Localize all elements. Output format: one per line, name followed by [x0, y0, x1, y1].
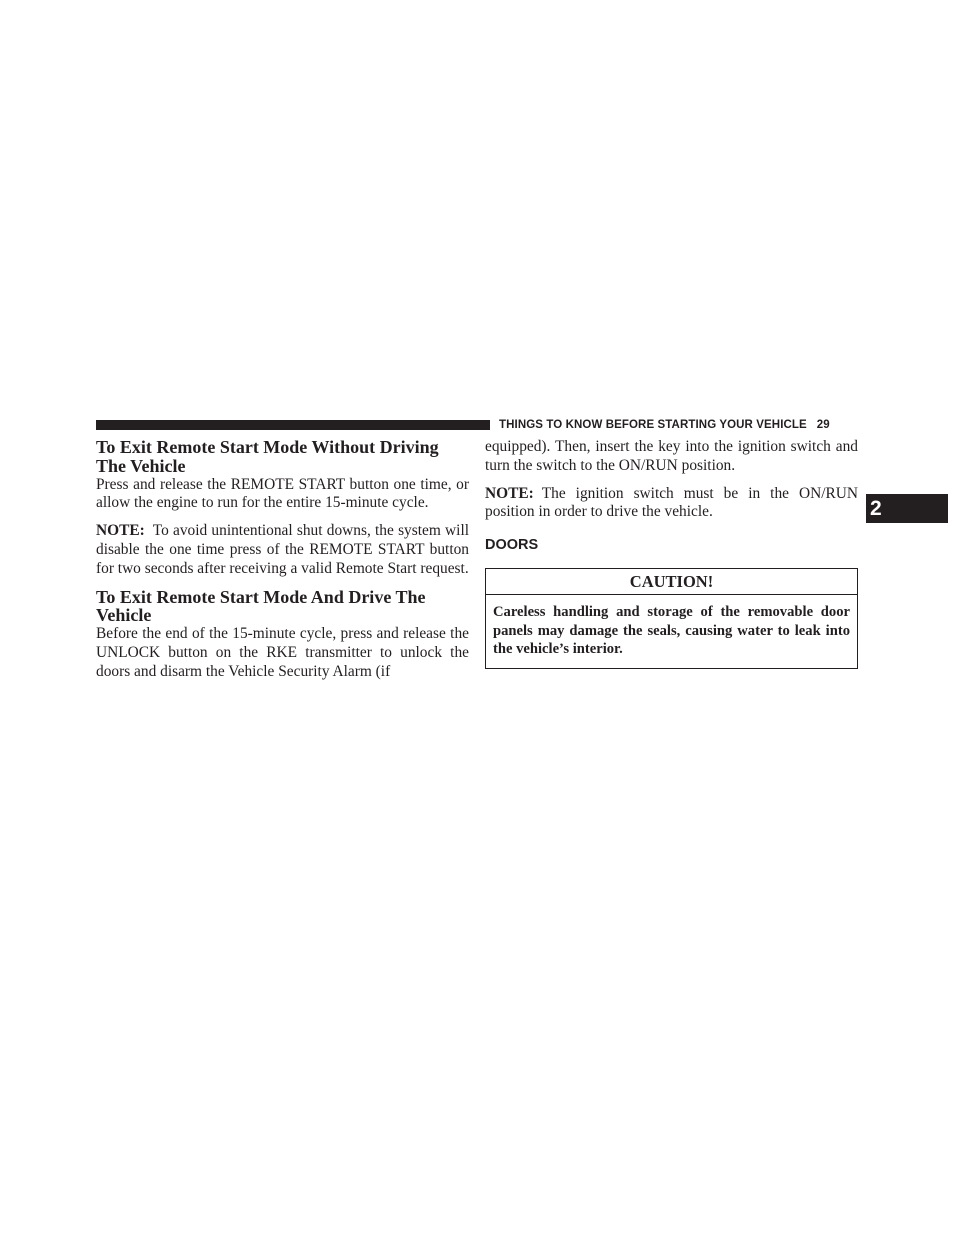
page-number: 29 [816, 419, 830, 431]
caution-title: CAUTION! [486, 569, 857, 595]
note-label: NOTE: [96, 522, 145, 540]
running-header [499, 417, 859, 433]
left-column [96, 438, 469, 682]
section-heading-doors: DOORS [485, 537, 539, 554]
note-text: To avoid unintentional shut downs, the system will disable the one time press of the REMOTE START button for two seconds after receiving a valid Remote Start request. [96, 522, 469, 577]
header-rule-bar [96, 420, 490, 430]
paragraph-continued: equipped). Then, insert the key into the ignition switch and turn the switch to the ON/RUN position. [485, 438, 858, 474]
subheading-exit-without-driving: To Exit Remote Start Mode Without Driving The Vehicle [96, 437, 439, 476]
note-label: NOTE: [485, 484, 534, 502]
chapter-tab: 2 [866, 494, 948, 523]
subheading-exit-and-drive: To Exit Remote Start Mode And Drive The Vehicle [96, 586, 426, 626]
caution-text: Careless handling and storage of the removable door panels may damage the seals, causing water to leak into the vehicle’s interior. [493, 604, 850, 658]
note-ignition-switch [485, 485, 858, 523]
right-column [485, 438, 858, 669]
caution-box [485, 568, 858, 669]
note-text: The ignition switch must be in the ON/RUN position in order to drive the vehicle. [485, 484, 858, 521]
note-unintentional-shutdowns [96, 522, 469, 578]
header-title: THINGS TO KNOW BEFORE STARTING YOUR VEHICLE [499, 419, 807, 431]
paragraph-exit-without-driving: Press and release the REMOTE START button one time, or allow the engine to run for the entire 15-minute cycle. [96, 475, 469, 512]
paragraph-exit-and-drive: Before the end of the 15-minute cycle, press and release the UNLOCK button on the RKE transmitter to unlock the doors and disarm the Vehicle Security Alarm (if [96, 625, 469, 680]
